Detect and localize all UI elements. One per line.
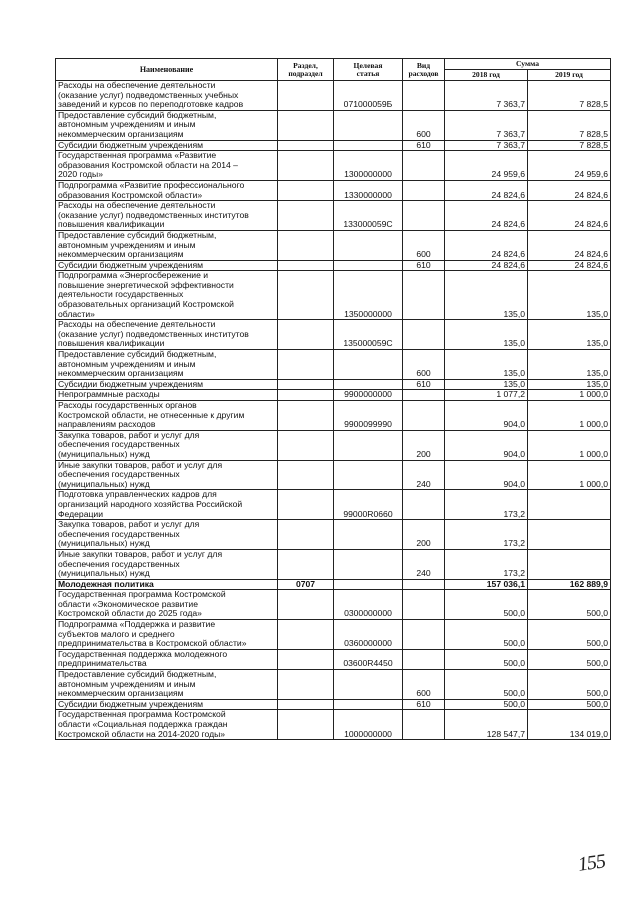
row-sum-2019: 135,0 [528,379,611,390]
table-row [56,320,611,350]
row-sum-2019: 1 000,0 [528,430,611,460]
row-section [278,490,334,520]
row-section [278,350,334,380]
row-type [403,710,445,740]
row-sum-2019: 135,0 [528,271,611,320]
table-row [56,260,611,271]
row-section [278,710,334,740]
row-sum-2018: 24 824,6 [445,260,528,271]
row-sum-2019 [528,520,611,550]
row-article [334,670,403,700]
row-article [334,549,403,579]
row-sum-2018: 500,0 [445,620,528,650]
row-sum-2018: 500,0 [445,590,528,620]
header-sum: Сумма [445,59,611,70]
row-section [278,271,334,320]
table-row [56,180,611,200]
row-type [403,180,445,200]
header-article: Целевая статья [334,59,403,81]
row-sum-2019: 135,0 [528,320,611,350]
row-sum-2019: 162 889,9 [528,579,611,590]
row-article [334,579,403,590]
table-row [56,710,611,740]
row-type: 610 [403,699,445,710]
header-section: Раздел, подраздел [278,59,334,81]
row-name: Подпрограмма «Энергосбережение и повышение энергетической эффективности деятельности государственных образовательных организаций Костромской области» [56,271,278,320]
row-type [403,81,445,111]
table-row [56,460,611,490]
row-section [278,590,334,620]
row-sum-2019: 500,0 [528,590,611,620]
row-name: Молодежная политика [56,579,278,590]
row-sum-2018: 7 363,7 [445,140,528,151]
row-section [278,151,334,181]
row-sum-2018: 24 824,6 [445,201,528,231]
row-type: 240 [403,549,445,579]
row-sum-2018: 135,0 [445,320,528,350]
table-row [56,699,611,710]
row-sum-2019 [528,490,611,520]
row-article [334,260,403,271]
row-article: 1350000000 [334,271,403,320]
row-sum-2019: 7 828,5 [528,81,611,111]
header-year-2019: 2019 год [528,70,611,81]
row-section [278,390,334,401]
table-row [56,350,611,380]
row-article: 99000R0660 [334,490,403,520]
row-type [403,590,445,620]
row-article [334,110,403,140]
row-article: 0300000000 [334,590,403,620]
row-type: 610 [403,260,445,271]
row-name: Подпрограмма «Поддержка и развитие субъектов малого и среднего предпринимательства в Костромской области» [56,620,278,650]
row-sum-2018: 128 547,7 [445,710,528,740]
table-row [56,271,611,320]
row-sum-2018: 24 824,6 [445,180,528,200]
table-row [56,140,611,151]
row-type [403,271,445,320]
row-section [278,670,334,700]
row-sum-2018: 904,0 [445,430,528,460]
row-article [334,230,403,260]
row-section: 0707 [278,579,334,590]
row-name: Государственная программа Костромской области «Социальная поддержка граждан Костромской области на 2014-2020 годы» [56,710,278,740]
row-sum-2018: 135,0 [445,350,528,380]
row-name: Подпрограмма «Развитие профессионального образования Костромской области» [56,180,278,200]
row-type [403,151,445,181]
row-type: 600 [403,110,445,140]
row-type: 600 [403,230,445,260]
row-article: 133000059С [334,201,403,231]
row-sum-2018: 24 824,6 [445,230,528,260]
table-row [56,670,611,700]
row-sum-2019: 7 828,5 [528,110,611,140]
row-section [278,230,334,260]
row-name: Субсидии бюджетным учреждениям [56,140,278,151]
row-section [278,401,334,431]
row-type: 610 [403,379,445,390]
row-article: 1330000000 [334,180,403,200]
row-sum-2019: 1 000,0 [528,401,611,431]
row-name: Расходы государственных органов Костромской области, не отнесенные к другим направлениям расходов [56,401,278,431]
row-sum-2019: 500,0 [528,699,611,710]
row-article: 1000000000 [334,710,403,740]
row-section [278,649,334,669]
row-name: Субсидии бюджетным учреждениям [56,260,278,271]
row-sum-2018: 7 363,7 [445,81,528,111]
row-section [278,549,334,579]
row-type [403,401,445,431]
row-type: 600 [403,350,445,380]
row-sum-2019: 24 824,6 [528,230,611,260]
row-sum-2018: 135,0 [445,379,528,390]
row-article [334,140,403,151]
row-sum-2019: 24 824,6 [528,180,611,200]
row-name: Предоставление субсидий бюджетным, автономным учреждениям и иным некоммерческим организациям [56,350,278,380]
row-sum-2018: 173,2 [445,549,528,579]
header-type: Вид расходов [403,59,445,81]
table-row [56,590,611,620]
row-article: 135000059С [334,320,403,350]
row-section [278,320,334,350]
row-sum-2018: 1 077,2 [445,390,528,401]
row-name: Иные закупки товаров, работ и услуг для обеспечения государственных (муниципальных) нужд [56,460,278,490]
row-sum-2018: 24 959,6 [445,151,528,181]
row-article: 1300000000 [334,151,403,181]
row-sum-2019: 500,0 [528,620,611,650]
page-number: 155 [576,850,607,876]
row-sum-2019: 24 824,6 [528,260,611,271]
header-year-2018: 2018 год [445,70,528,81]
row-sum-2018: 173,2 [445,490,528,520]
table-row [56,579,611,590]
row-name: Государственная программа Костромской области «Экономическое развитие Костромской области до 2025 года» [56,590,278,620]
row-type: 610 [403,140,445,151]
header-name: Наименование [56,59,278,81]
row-sum-2018: 500,0 [445,649,528,669]
row-sum-2018: 904,0 [445,460,528,490]
row-section [278,110,334,140]
row-name: Государственная поддержка молодежного предпринимательства [56,649,278,669]
row-sum-2019: 24 959,6 [528,151,611,181]
table-row [56,151,611,181]
row-sum-2019: 134 019,0 [528,710,611,740]
row-sum-2019: 500,0 [528,649,611,669]
row-article [334,379,403,390]
table-row [56,620,611,650]
row-name: Подготовка управленческих кадров для организаций народного хозяйства Российской Федерации [56,490,278,520]
table-row [56,81,611,111]
row-name: Закупка товаров, работ и услуг для обеспечения государственных (муниципальных) нужд [56,430,278,460]
row-article: 071000059Б [334,81,403,111]
row-section [278,430,334,460]
row-sum-2018: 135,0 [445,271,528,320]
table-row [56,110,611,140]
budget-table [55,58,611,740]
row-name: Непрограммные расходы [56,390,278,401]
row-section [278,520,334,550]
row-article [334,699,403,710]
table-row [56,520,611,550]
row-article: 9900000000 [334,390,403,401]
table-row [56,390,611,401]
row-article [334,350,403,380]
row-sum-2018: 500,0 [445,699,528,710]
row-name: Иные закупки товаров, работ и услуг для обеспечения государственных (муниципальных) нужд [56,549,278,579]
row-article [334,430,403,460]
table-row [56,549,611,579]
row-name: Субсидии бюджетным учреждениям [56,379,278,390]
row-section [278,699,334,710]
row-type [403,649,445,669]
row-sum-2019: 1 000,0 [528,390,611,401]
table-row [56,649,611,669]
row-sum-2018: 7 363,7 [445,110,528,140]
row-sum-2019: 24 824,6 [528,201,611,231]
row-section [278,460,334,490]
row-sum-2018: 157 036,1 [445,579,528,590]
row-article [334,520,403,550]
row-article: 9900099990 [334,401,403,431]
row-type [403,579,445,590]
row-name: Расходы на обеспечение деятельности (оказание услуг) подведомственных институтов повышения квалификации [56,320,278,350]
row-section [278,379,334,390]
row-section [278,201,334,231]
row-article: 03600R4450 [334,649,403,669]
row-section [278,260,334,271]
row-sum-2019: 500,0 [528,670,611,700]
row-name: Субсидии бюджетным учреждениям [56,699,278,710]
row-sum-2019: 135,0 [528,350,611,380]
row-section [278,620,334,650]
table-row [56,379,611,390]
table-header [56,59,611,81]
row-sum-2019: 1 000,0 [528,460,611,490]
table-row [56,401,611,431]
table-row [56,430,611,460]
row-section [278,180,334,200]
row-article [334,460,403,490]
row-type [403,201,445,231]
row-sum-2019: 7 828,5 [528,140,611,151]
table-row [56,201,611,231]
row-sum-2018: 173,2 [445,520,528,550]
row-type [403,320,445,350]
row-name: Предоставление субсидий бюджетным, автономным учреждениям и иным некоммерческим организациям [56,110,278,140]
row-name: Государственная программа «Развитие образования Костромской области на 2014 – 2020 годы» [56,151,278,181]
row-type: 200 [403,520,445,550]
row-section [278,81,334,111]
row-type: 200 [403,430,445,460]
row-name: Закупка товаров, работ и услуг для обеспечения государственных (муниципальных) нужд [56,520,278,550]
row-article: 0360000000 [334,620,403,650]
row-sum-2018: 500,0 [445,670,528,700]
row-name: Предоставление субсидий бюджетным, автономным учреждениям и иным некоммерческим организациям [56,230,278,260]
table-row [56,490,611,520]
row-type: 240 [403,460,445,490]
table-body [56,81,611,740]
row-name: Расходы на обеспечение деятельности (оказание услуг) подведомственных институтов повышения квалификации [56,201,278,231]
row-type [403,390,445,401]
row-name: Предоставление субсидий бюджетным, автономным учреждениям и иным некоммерческим организациям [56,670,278,700]
row-type [403,490,445,520]
row-sum-2018: 904,0 [445,401,528,431]
table-row [56,230,611,260]
row-type: 600 [403,670,445,700]
row-sum-2019 [528,549,611,579]
row-type [403,620,445,650]
row-section [278,140,334,151]
row-name: Расходы на обеспечение деятельности (оказание услуг) подведомственных учебных заведений и курсов по переподготовке кадров [56,81,278,111]
